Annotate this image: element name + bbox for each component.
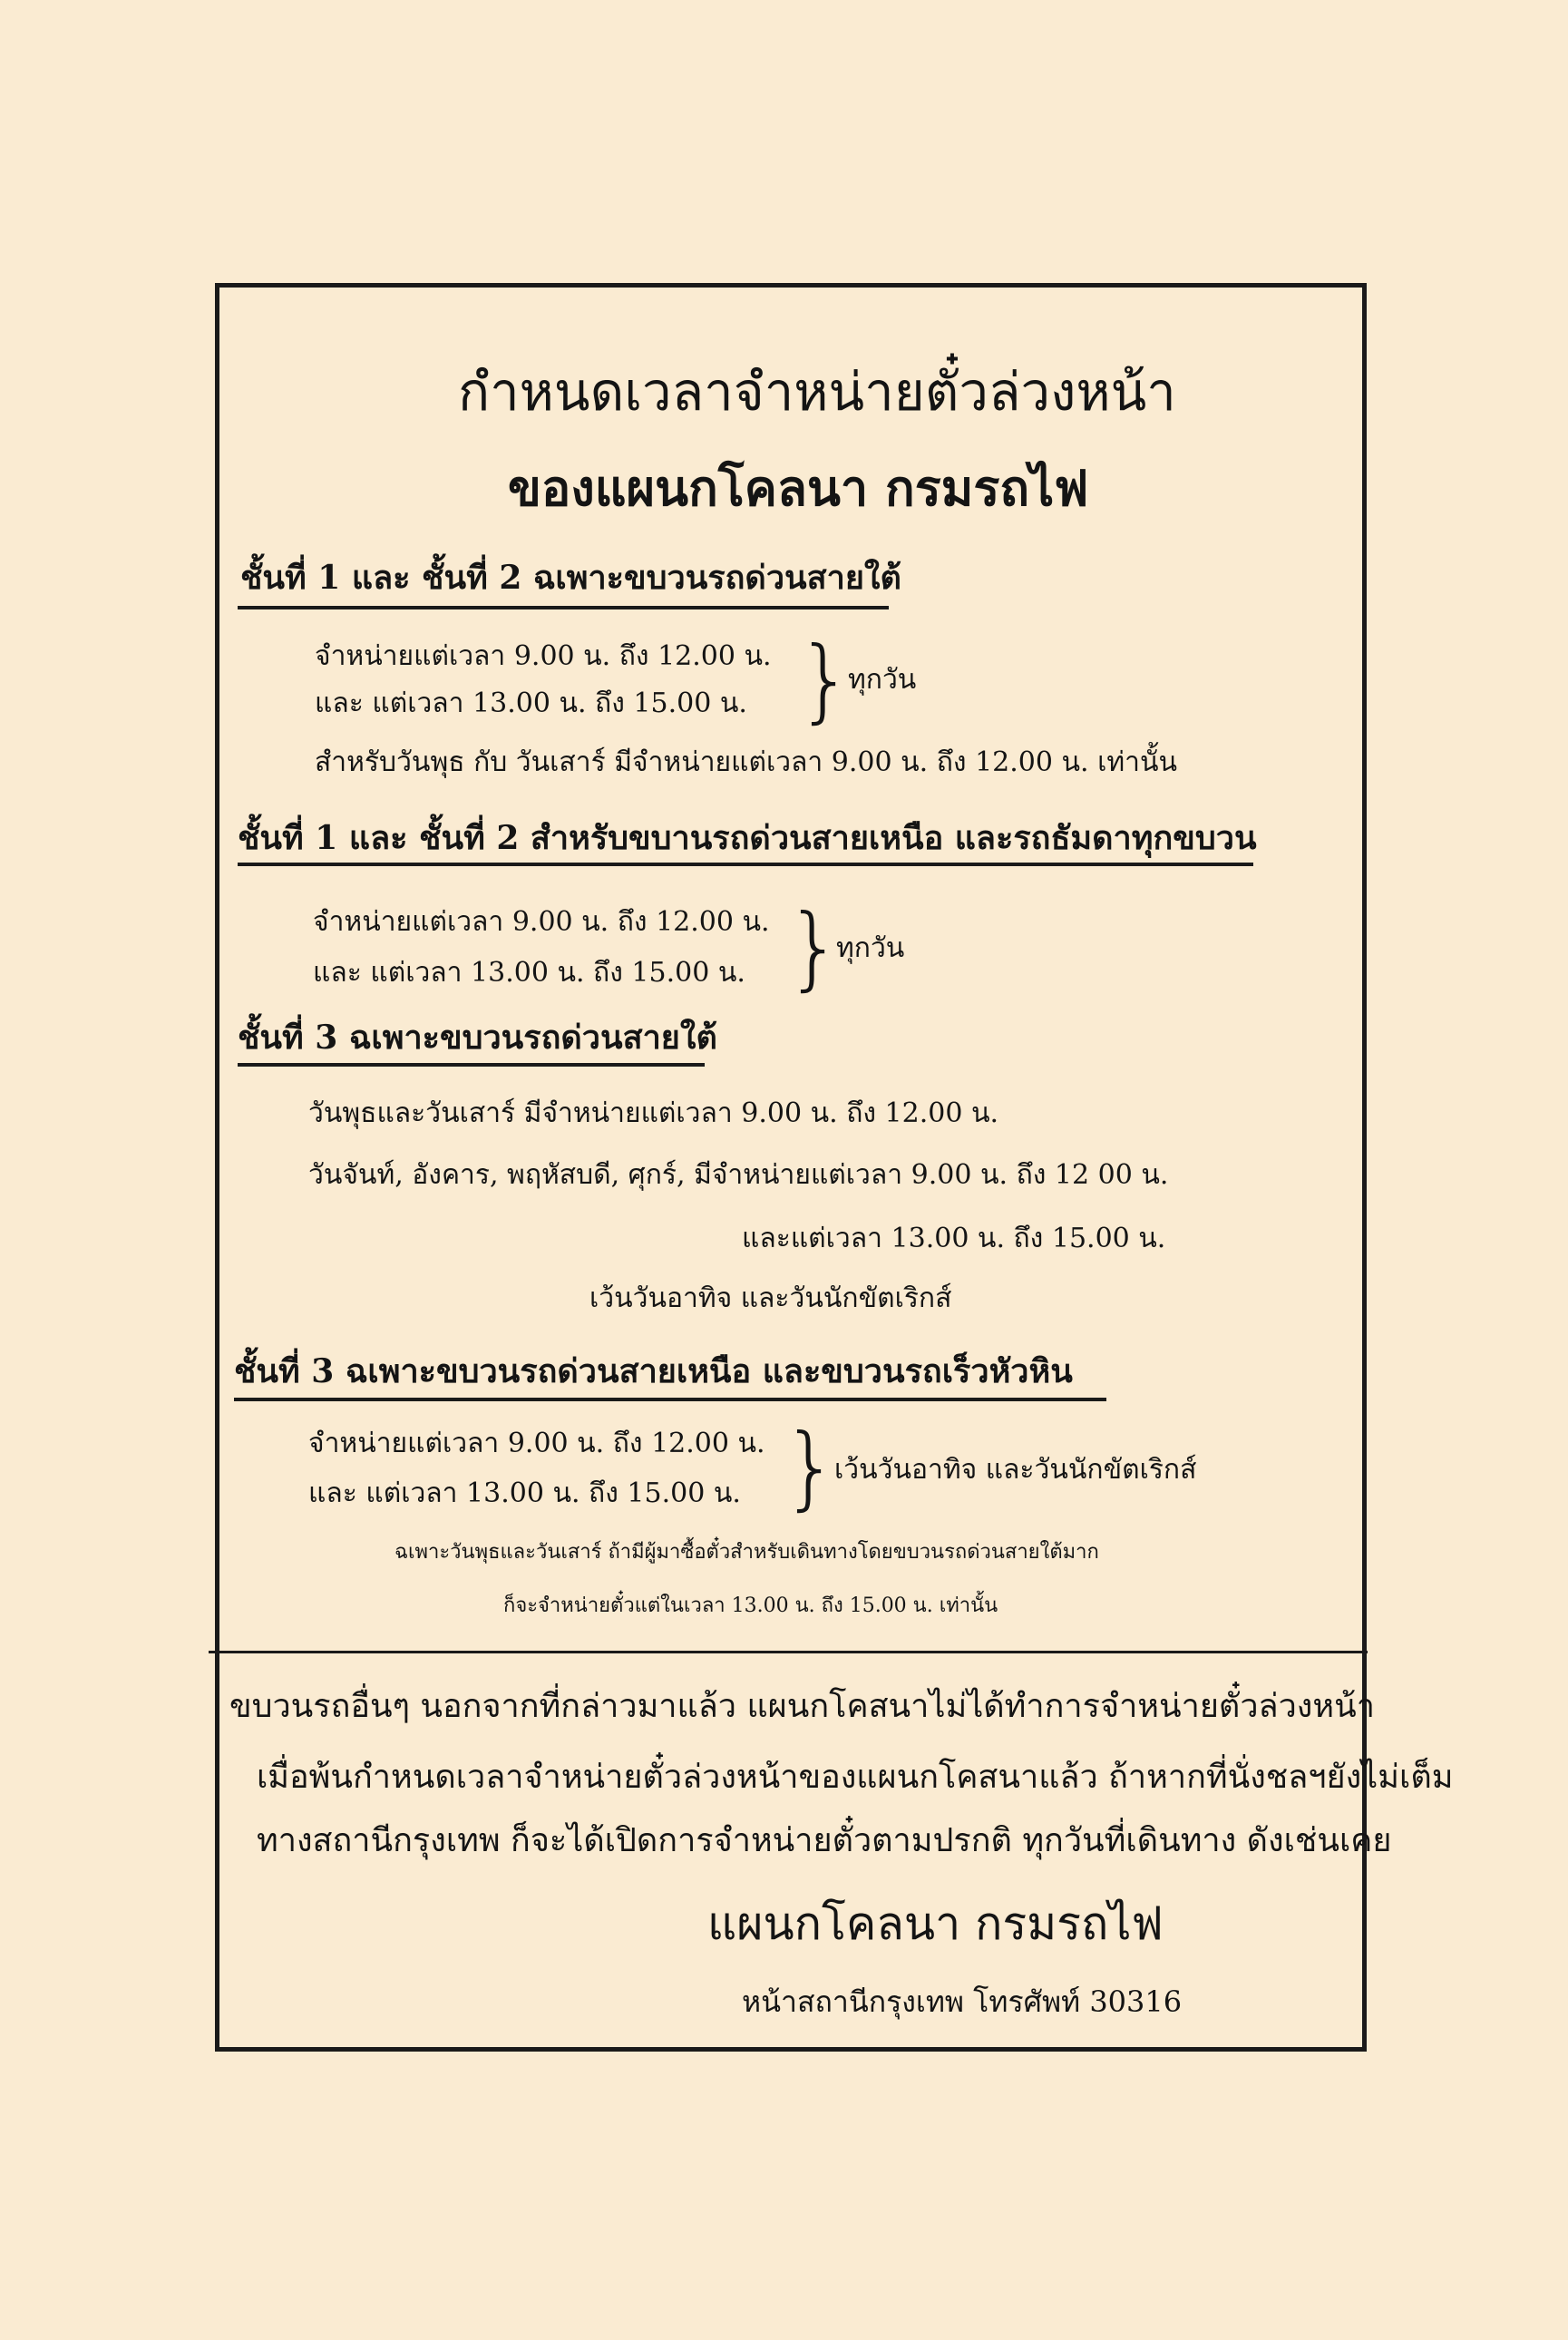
section-4-brace: } [782,1414,840,1520]
section-2-heading: ชั้นที่ 1 และ ชั้นที่ 2 สำหรับขบานรถด่วนสายเหนือ และรถธัมดาทุกขบวน [238,819,1257,857]
section-3-line-3: และแต่เวลา 13.00 น. ถึง 15.00 น. [742,1223,1166,1254]
section-3-line-1: วันพุธและวันเสาร์ มีจำหน่ายแต่เวลา 9.00 น. ถึง 12.00 น. [308,1097,999,1129]
section-1-heading: ชั้นที่ 1 และ ชั้นที่ 2 ฉเพาะขบวนรถด่วนสายใต้ [240,559,901,597]
section-4-line-2: และ แต่เวลา 13.00 น. ถึง 15.00 น. [308,1477,741,1509]
section-2-underline [238,863,1253,866]
section-4-line-1: จำหน่ายแต่เวลา 9.00 น. ถึง 12.00 น. [308,1428,765,1459]
section-4-underline [234,1398,1106,1401]
section-1-underline [238,606,889,609]
section-1-line-2: และ แต่เวลา 13.00 น. ถึง 15.00 น. [315,687,747,719]
section-4-brace-note: เว้นวันอาทิจ และวันนักขัตเริกส์ [834,1454,1197,1486]
section-1-brace-note: ทุกวัน [848,664,917,696]
section-2-brace-note: ทุกวัน [836,932,905,964]
notice-title: กำหนดเวลาจำหน่ายตั๋วล่วงหน้า [458,361,1176,423]
section-3-line-4: เว้นวันอาทิจ และวันนักขัตเริกส์ [589,1282,952,1314]
section-1-extra: สำหรับวันพุธ กับ วันเสาร์ มีจำหน่ายแต่เวลา 9.00 น. ถึง 12.00 น. เท่านั้น [315,746,1177,778]
notice-subtitle: ของแผนกโคลนา กรมรถไฟ [508,459,1089,517]
office-address: หน้าสถานีกรุงเทพ โทรศัพท์ 30316 [742,1984,1183,2019]
section-1-brace: } [796,627,854,733]
section-4-heading: ชั้นที่ 3 ฉเพาะขบวนรถด่วนสายเหนือ และขบวนรถเร็วหัวหิน [234,1352,1073,1390]
section-1-line-1: จำหน่ายแต่เวลา 9.00 น. ถึง 12.00 น. [315,640,772,672]
footer-divider [209,1651,1368,1653]
section-2-line-2: และ แต่เวลา 13.00 น. ถึง 15.00 น. [313,957,745,989]
footer-line-3: ทางสถานีกรุงเทพ ก็จะได้เปิดการจำหน่ายตั๋วตามปรกติ ทุกวันที่เดินทาง ดังเช่นเคย [257,1822,1392,1859]
signature: แผนกโคลนา กรมรถไฟ [707,1897,1164,1950]
section-4-note-1: ฉเพาะวันพุธและวันเสาร์ ถ้ามีผู้มาซื้อตั๋วสำหรับเดินทางโดยขบวนรถด่วนสายใต้มาก [394,1541,1099,1564]
footer-line-1: ขบวนรถอื่นๆ นอกจากที่กล่าวมาแล้ว แผนกโคสนาไม่ได้ทำการจำหน่ายตั๋วล่วงหน้า [229,1688,1375,1725]
section-2-line-1: จำหน่ายแต่เวลา 9.00 น. ถึง 12.00 น. [313,906,770,938]
section-4-note-2: ก็จะจำหน่ายตั๋วแต่ในเวลา 13.00 น. ถึง 15.00 น. เท่านั้น [503,1594,998,1617]
section-2-brace: } [785,894,843,1000]
section-3-line-2: วันจันท์, อังคาร, พฤหัสบดี, ศุกร์, มีจำหน่ายแต่เวลา 9.00 น. ถึง 12 00 น. [308,1159,1169,1191]
section-3-heading: ชั้นที่ 3 ฉเพาะขบวนรถด่วนสายใต้ [238,1019,717,1057]
footer-line-2: เมื่อพ้นกำหนดเวลาจำหน่ายตั๋วล่วงหน้าของแผนกโคสนาแล้ว ถ้าหากที่นั่งชลฯยังไม่เต็ม [257,1759,1454,1796]
section-3-underline [238,1063,705,1067]
